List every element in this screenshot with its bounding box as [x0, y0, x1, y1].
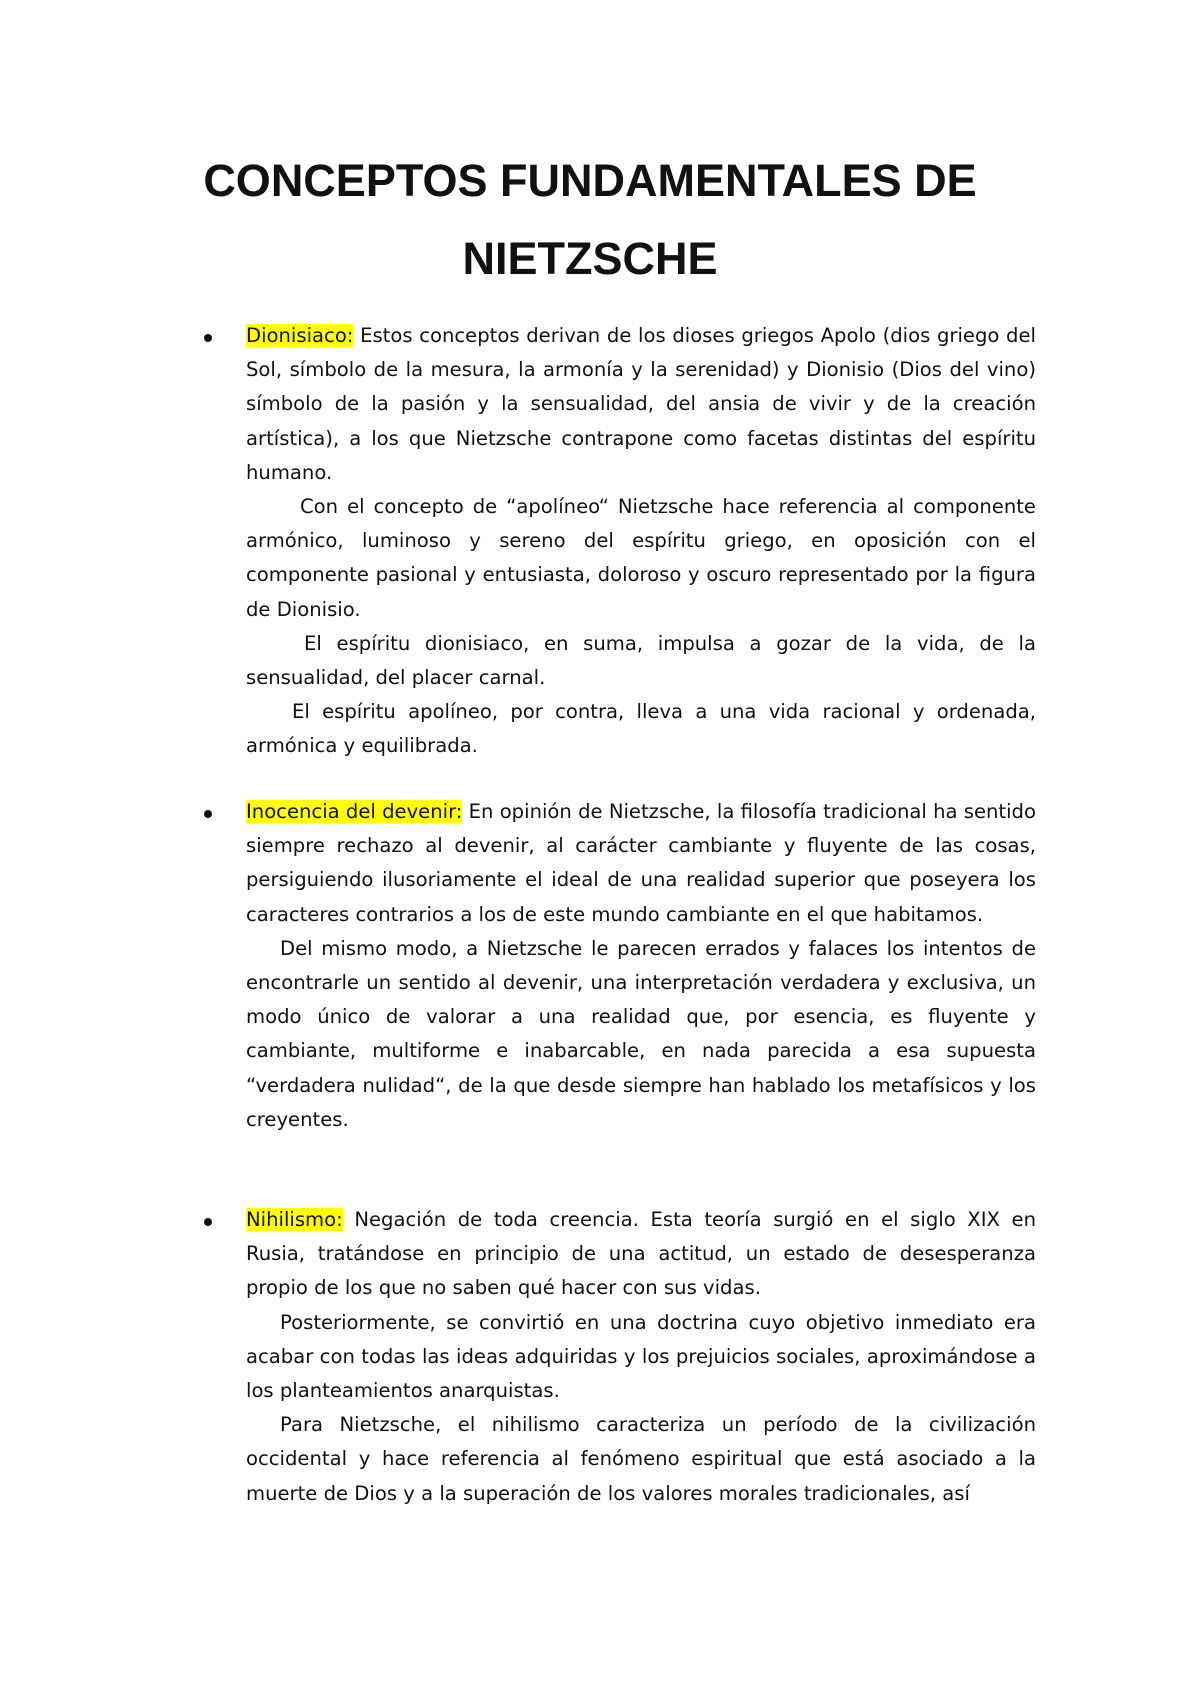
paragraph-text: En opinión de Nietzsche, la filosofía tradicional ha sentido siempre rechazo al devenir, al carácter cambiante y fluyente de las cosas, persiguiendo ilusoriamente el ideal de una realidad superior que poseyera los caracteres contrarios a los de este mundo cambiante en el que habitamos. — [246, 800, 1036, 926]
bullet-icon — [204, 810, 212, 818]
bullet-icon — [204, 334, 212, 342]
section-paragraph: Del mismo modo, a Nietzsche le parecen errados y falaces los intentos de encontrarle un sentido al devenir, una interpretación verdadera y exclusiva, un modo único de valorar a una realidad que, por esencia, es fluyente y cambiante, multiforme e inabarcable, en nada parecida a esa supuesta “verdadera nulidad“, de la que desde siempre han hablado los metafísicos y los creyentes. — [246, 936, 1036, 1131]
section-paragraph: Para Nietzsche, el nihilismo caracteriza un período de la civilización occidental y hace referencia al fenómeno espiritual que está asociado a la muerte de Dios y a la superación de los valores morales tradicionales, así — [246, 1413, 1036, 1505]
section-inocencia-del-devenir — [246, 795, 1036, 1137]
highlighted-term: Dionisiaco: — [246, 324, 354, 347]
highlighted-term: Nihilismo: — [246, 1208, 343, 1231]
section-paragraph — [246, 1203, 1036, 1306]
bullet-icon — [204, 1218, 212, 1226]
title-line-2: NIETZSCHE — [462, 233, 718, 284]
section-paragraph — [246, 319, 1036, 490]
paragraph-text: Estos conceptos derivan de los dioses griegos Apolo (dios griego del Sol, símbolo de la mesura, la armonía y la serenidad) y Dionisio (Dios del vino) símbolo de la pasión y la sensualidad, del ansia de vivir y de la creación artística), a los que Nietzsche contrapone como facetas distintas del espíritu humano. — [246, 324, 1036, 484]
section-paragraph: El espíritu dionisiaco, en suma, impulsa a gozar de la vida, de la sensualidad, del placer carnal. — [246, 631, 1036, 690]
section-paragraph: El espíritu apolíneo, por contra, lleva a una vida racional y ordenada, armónica y equilibrada. — [246, 700, 1036, 758]
paragraph-text: Negación de toda creencia. Esta teoría surgió en el siglo XIX en Rusia, tratándose en principio de una actitud, un estado de desesperanza propio de los que no saben qué hacer con sus vidas. — [246, 1208, 1036, 1300]
section-paragraph: Con el concepto de “apolíneo“ Nietzsche hace referencia al componente armónico, luminoso y sereno del espíritu griego, en oposición con el componente pasional y entusiasta, doloroso y oscuro representado por la figura de Dionisio. — [246, 495, 1036, 621]
section-nihilismo — [246, 1203, 1036, 1511]
page-title — [160, 142, 1020, 298]
title-line-1: CONCEPTOS FUNDAMENTALES DE — [203, 155, 977, 206]
section-paragraph — [246, 795, 1036, 932]
section-dionisiaco — [246, 319, 1036, 764]
highlighted-term: Inocencia del devenir: — [246, 800, 463, 823]
section-paragraph: Posteriormente, se convirtió en una doctrina cuyo objetivo inmediato era acabar con todas las ideas adquiridas y los prejuicios sociales, aproximándose a los planteamientos anarquistas. — [246, 1310, 1036, 1403]
